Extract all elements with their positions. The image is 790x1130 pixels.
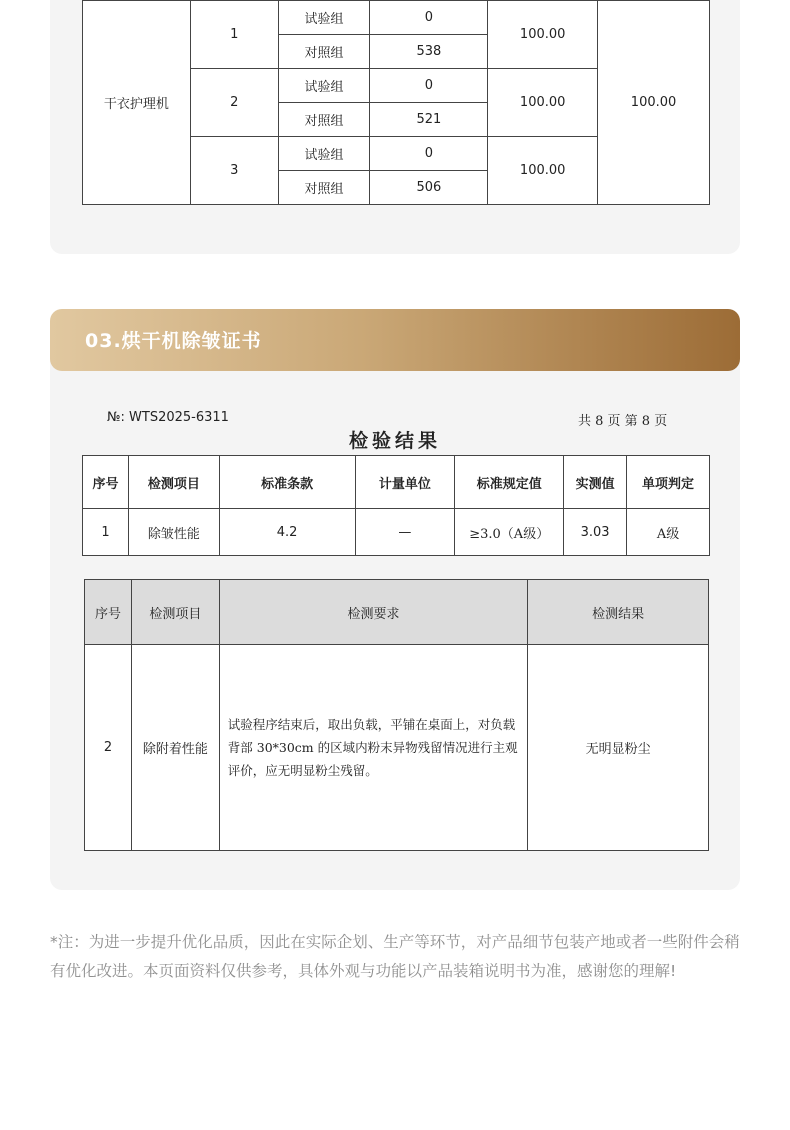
top-card bbox=[50, 0, 740, 254]
test-results-table bbox=[82, 0, 710, 205]
column-header: 单项判定 bbox=[627, 456, 710, 509]
inspection-result-table bbox=[82, 455, 710, 556]
index-cell: 3 bbox=[190, 137, 278, 205]
table-cell: 无明显粉尘 bbox=[528, 645, 709, 851]
column-header: 标准条款 bbox=[219, 456, 355, 509]
column-header: 检测项目 bbox=[131, 580, 219, 645]
rate-cell: 100.00 bbox=[488, 137, 598, 205]
column-header: 序号 bbox=[83, 456, 129, 509]
group-value: 521 bbox=[370, 103, 488, 137]
table-cell: A级 bbox=[627, 509, 710, 556]
column-header: 标准规定值 bbox=[455, 456, 564, 509]
group-value: 0 bbox=[370, 69, 488, 103]
group-value: 538 bbox=[370, 35, 488, 69]
table-row bbox=[83, 509, 710, 556]
column-header: 检测结果 bbox=[528, 580, 709, 645]
column-header: 计量单位 bbox=[355, 456, 455, 509]
section-title: 03.烘干机除皱证书 bbox=[85, 330, 262, 352]
table-cell: 3.03 bbox=[564, 509, 627, 556]
group-label: 对照组 bbox=[278, 171, 370, 205]
group-label: 对照组 bbox=[278, 35, 370, 69]
group-label: 试验组 bbox=[278, 1, 370, 35]
table-cell: 除附着性能 bbox=[131, 645, 219, 851]
index-cell: 2 bbox=[190, 69, 278, 137]
column-header: 检测项目 bbox=[128, 456, 219, 509]
table-row bbox=[85, 645, 709, 851]
index-cell: 1 bbox=[190, 1, 278, 69]
rate-cell: 100.00 bbox=[488, 69, 598, 137]
table-cell: 2 bbox=[85, 645, 132, 851]
group-label: 对照组 bbox=[278, 103, 370, 137]
requirement-table bbox=[84, 579, 709, 851]
section-header bbox=[50, 309, 740, 371]
table-row bbox=[83, 1, 710, 35]
table-cell: — bbox=[355, 509, 455, 556]
table-header-row bbox=[85, 580, 709, 645]
category-cell: 干衣护理机 bbox=[83, 1, 191, 205]
table-cell: 1 bbox=[83, 509, 129, 556]
table-cell: 除皱性能 bbox=[128, 509, 219, 556]
report-title: 检验结果 bbox=[348, 430, 441, 452]
requirement-text: 试验程序结束后，取出负载，平铺在桌面上，对负载背部 30*30cm 的区域内粉末异物残留情况进行主观评价，应无明显粉尘残留。 bbox=[219, 645, 528, 851]
group-value: 506 bbox=[370, 171, 488, 205]
column-header: 检测要求 bbox=[219, 580, 528, 645]
footnote: *注：为进一步提升优化品质，因此在实际企划、生产等环节，对产品细节包装产地或者一些附件会稍有优化改进。本页面资料仅供参考，具体外观与功能以产品装箱说明书为准，感谢您的理解! bbox=[50, 933, 740, 980]
column-header: 序号 bbox=[85, 580, 132, 645]
table-cell: 4.2 bbox=[219, 509, 355, 556]
overall-cell: 100.00 bbox=[598, 1, 710, 205]
page-info: 共 8 页 第 8 页 bbox=[578, 414, 668, 429]
certificate-card bbox=[50, 309, 740, 890]
document-number: №: WTS2025-6311 bbox=[107, 410, 229, 425]
table-cell: ≥3.0（A级） bbox=[455, 509, 564, 556]
group-label: 试验组 bbox=[278, 69, 370, 103]
column-header: 实测值 bbox=[564, 456, 627, 509]
table-header-row bbox=[83, 456, 710, 509]
rate-cell: 100.00 bbox=[488, 1, 598, 69]
group-value: 0 bbox=[370, 137, 488, 171]
group-label: 试验组 bbox=[278, 137, 370, 171]
group-value: 0 bbox=[370, 1, 488, 35]
